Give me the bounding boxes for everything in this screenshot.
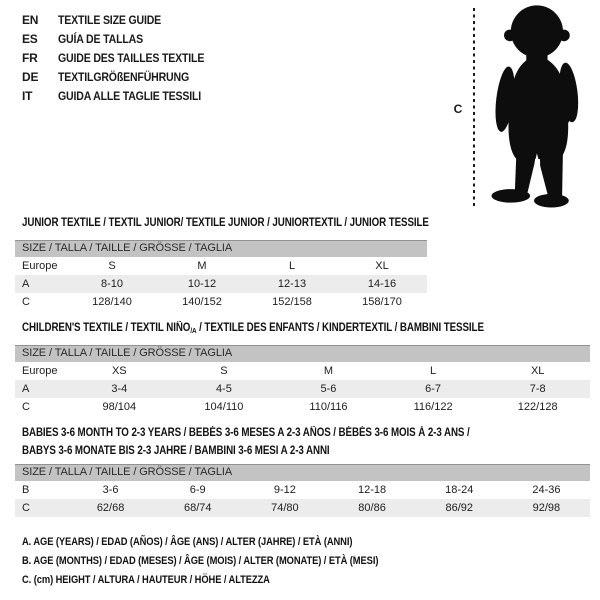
row-label: C	[22, 502, 30, 514]
table-cell: 12-13	[277, 278, 307, 290]
language-code: ES	[22, 31, 38, 46]
size-header-row: SIZE / TALLA / TAILLE / GRÖSSE / TAGLIA	[15, 464, 590, 481]
language-row	[22, 29, 224, 48]
table-cell: M	[323, 365, 334, 377]
legend	[22, 533, 441, 590]
table-cell: 152/158	[272, 296, 312, 308]
language-row	[22, 86, 224, 105]
size-header-row: SIZE / TALLA / TAILLE / GRÖSSE / TAGLIA	[15, 240, 427, 257]
size-header-row: SIZE / TALLA / TAILLE / GRÖSSE / TAGLIA	[15, 345, 590, 362]
language-label: GUIDA ALLE TAGLIE TESSILI	[58, 88, 202, 103]
table-cell: 140/152	[182, 296, 222, 308]
language-label: TEXTILGRÖßENFÜHRUNG	[58, 69, 190, 84]
table-cell: 8-10	[100, 278, 124, 290]
table-cell: 6-7	[425, 383, 442, 395]
row-label: Europe	[22, 365, 58, 377]
table-cell: 122/128	[517, 401, 558, 413]
table-row	[15, 481, 590, 499]
language-list	[22, 10, 224, 105]
table-cell: 62/68	[96, 502, 125, 514]
height-dashed-line	[473, 8, 475, 206]
language-label: TEXTILE SIZE GUIDE	[58, 12, 162, 27]
children-section-title: CHILDREN'S TEXTILE / TEXTIL $NIÑO_{/A}$ / TEXTILE DES ENFANTS / KINDERTEXTIL / BAMBINI TESSILE	[22, 322, 484, 335]
table-cell: 92/98	[532, 502, 561, 514]
table-cell: 104/110	[204, 401, 244, 413]
language-row	[22, 67, 224, 86]
subscript-label: /A	[190, 326, 197, 335]
table-cell: 68/74	[183, 502, 212, 514]
table-cell: 110/116	[309, 401, 348, 413]
table-cell: 14-16	[367, 278, 397, 290]
table-cell: 18-24	[445, 484, 474, 496]
table-cell: 5-6	[320, 383, 337, 395]
language-code: FR	[22, 50, 38, 65]
height-label: C	[453, 102, 463, 116]
table-cell: 6-9	[189, 484, 206, 496]
table-cell: 74/80	[271, 502, 299, 514]
table-row	[15, 257, 427, 275]
table-cell: 10-12	[187, 278, 217, 290]
language-row	[22, 48, 224, 67]
table-cell: 9-12	[273, 484, 296, 496]
babies-size-table	[15, 464, 590, 517]
legend-line-a: A. AGE (YEARS) / EDAD (AÑOS) / ÂGE (ANS) / ALTER (JAHRE) / ETÀ (ANNI)	[22, 536, 353, 548]
language-code: IT	[22, 88, 33, 103]
table-cell: XL	[530, 365, 545, 377]
toddler-silhouette-icon	[476, 2, 592, 208]
row-label: A	[22, 278, 30, 290]
table-cell: 98/104	[102, 401, 137, 413]
table-cell: XL	[375, 260, 389, 272]
row-label: Europe	[22, 260, 58, 272]
language-row	[22, 10, 224, 29]
children-size-table	[15, 345, 590, 416]
table-cell: 86/92	[445, 502, 473, 514]
junior-size-table	[15, 240, 427, 311]
row-label: A	[22, 383, 30, 395]
table-row	[15, 362, 590, 380]
language-code: DE	[22, 69, 39, 84]
table-row	[15, 499, 590, 517]
table-cell: S	[220, 365, 228, 377]
table-row	[15, 293, 427, 311]
table-cell: 116/122	[413, 401, 453, 413]
row-label: B	[22, 484, 30, 496]
table-cell: 80/86	[358, 502, 386, 514]
language-label: GUÍA DE TALLAS	[58, 31, 143, 46]
table-cell: XS	[111, 365, 127, 377]
table-cell: L	[430, 365, 437, 377]
legend-line-c: C. (cm) HEIGHT / ALTURA / HAUTEUR / HÖHE / ALTEZZA	[22, 574, 270, 586]
table-cell: 3-6	[102, 484, 119, 496]
legend-line-b: B. AGE (MONTHS) / EDAD (MESES) / ÂGE (MOIS) / ALTER (MONATE) / ETÀ (MESI)	[22, 555, 379, 567]
language-code: EN	[22, 12, 39, 27]
table-cell: 3-4	[111, 383, 128, 395]
table-cell: M	[197, 260, 207, 272]
babies-section-title-line1: BABIES 3-6 MONTH TO 2-3 YEARS / BEBÉS 3-6 MESES A 2-3 AÑOS / BÉBÉS 3-6 MOIS À 2-3 ANS /	[22, 427, 470, 439]
table-cell: L	[288, 260, 296, 272]
table-cell: 7-8	[529, 383, 546, 395]
table-row	[15, 380, 590, 398]
language-label: GUIDE DES TAILLES TEXTILE	[58, 50, 205, 65]
table-cell: 128/140	[92, 296, 132, 308]
table-row	[15, 275, 427, 293]
table-cell: S	[108, 260, 116, 272]
table-cell: 158/170	[362, 296, 402, 308]
table-cell: 24-36	[532, 484, 561, 496]
table-cell: 4-5	[215, 383, 232, 395]
table-cell: 12-18	[358, 484, 387, 496]
babies-section-title-line2: BABYS 3-6 MONATE BIS 2-3 JAHRE / BAMBINI 3-6 MESI A 2-3 ANNI	[22, 445, 330, 457]
row-label: C	[22, 296, 30, 308]
table-row	[15, 398, 590, 416]
junior-section-title: JUNIOR TEXTILE / TEXTIL JUNIOR/ TEXTILE JUNIOR / JUNIORTEXTIL / JUNIOR TESSILE	[22, 217, 429, 229]
row-label: C	[22, 401, 30, 413]
